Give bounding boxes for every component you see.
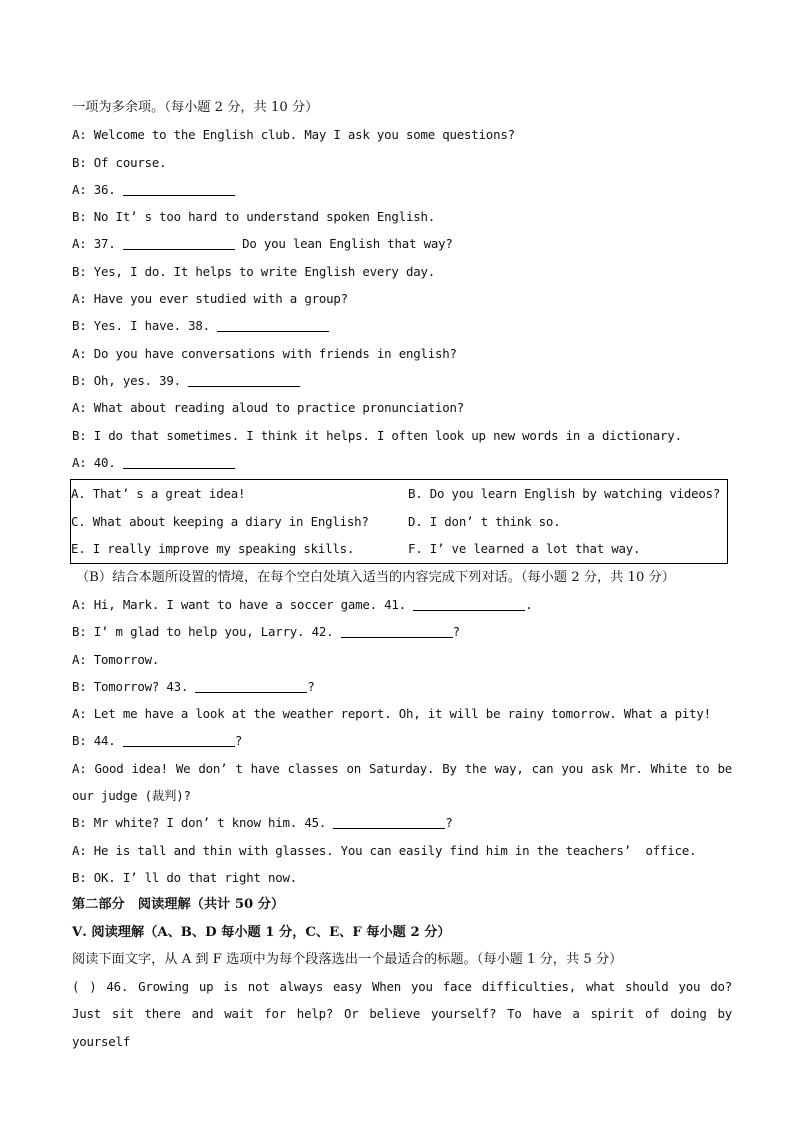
dialog-line — [72, 727, 732, 754]
option-item: E. I really improve my speaking skills. — [71, 541, 355, 557]
option-item: F. I’ ve learned a lot that way. — [408, 541, 641, 557]
section-intro: 一项为多余项。（每小题 2 分，共 10 分） — [72, 100, 319, 115]
dialog-text: B: I do that sometimes. I think it helps. I often look up new words in a dictionary. — [72, 427, 682, 443]
options-row — [71, 535, 727, 563]
dialog-line — [72, 149, 732, 176]
dialog-text: A: What about reading aloud to practice pronunciation? — [72, 400, 465, 416]
dialog-text: A: 40. — [72, 454, 123, 470]
answer-blank[interactable] — [188, 372, 300, 387]
dialog-text-after-blank: . — [525, 596, 533, 612]
answer-blank[interactable] — [341, 623, 453, 638]
dialog-line — [72, 285, 732, 312]
dialog-text-after-blank: Do you lean English that way? — [234, 236, 453, 252]
dialog-text: A: He is tall and thin with glasses. You can easily find him in the teachers’ office. — [72, 842, 697, 858]
option-item: D. I don’ t think so. — [408, 513, 561, 529]
dialog-b — [72, 591, 732, 755]
dialog-line — [72, 618, 732, 645]
dialog-text: B: Mr white? I don’ t know him. 45. — [72, 815, 334, 831]
dialog-line — [72, 673, 732, 700]
answer-blank[interactable] — [413, 596, 525, 611]
dialog-line-good-idea-cont: our judge (裁判)? — [72, 788, 191, 804]
dialog-line — [72, 864, 732, 891]
answer-blank[interactable] — [123, 454, 235, 469]
part-two-heading: 第二部分 阅读理解（共计 50 分） — [72, 897, 285, 913]
dialog-text-after-blank: ? — [234, 733, 243, 749]
dialog-text: B: OK. I’ ll do that right now. — [72, 869, 298, 885]
answer-blank[interactable] — [195, 678, 307, 693]
dialog-text: B: Yes, I do. It helps to write English every day. — [72, 263, 435, 279]
dialog-line — [72, 837, 732, 864]
dialog-text: B: No It’ s too hard to understand spoken English. — [72, 209, 435, 225]
dialog-a — [72, 121, 732, 476]
question-46-line-2: Just sit there and wait for help? Or believe yourself? To have a spirit of doing by yourself — [72, 1006, 732, 1049]
dialog-line — [72, 422, 732, 449]
dialog-line — [72, 203, 732, 230]
dialog-text: B: I’ m glad to help you, Larry. 42. — [72, 624, 341, 640]
dialog-text: A: Let me have a look at the weather report. Oh, it will be rainy tomorrow. What a pity! — [72, 706, 711, 722]
dialog-text: A: Welcome to the English club. May I ask you some questions? — [72, 127, 515, 143]
dialog-text: B: Oh, yes. 39. — [72, 372, 189, 388]
option-item: A. That’ s a great idea! — [71, 486, 246, 502]
section-b-title: （B）结合本题所设置的情境，在每个空白处填入适当的内容完成下列对话。（每小题 2 分，共 10 分） — [76, 569, 675, 585]
dialog-line — [72, 258, 732, 285]
dialog-line — [72, 121, 732, 148]
dialog-text: B: 44. — [72, 733, 123, 749]
answer-blank[interactable] — [123, 235, 235, 250]
dialog-text-after-blank: ? — [445, 815, 453, 831]
dialog-line-good-idea: A: Good idea! We don’ t have classes on Saturday. By the way, can you ask Mr. White to be — [72, 760, 732, 776]
dialog-text: A: Have you ever studied with a group? — [72, 291, 348, 307]
options-row — [71, 480, 727, 508]
dialog-line — [72, 367, 732, 394]
question-46-line-1: ( ) 46. Growing up is not always easy When you face difficulties, what should you do? — [72, 979, 732, 995]
dialog-line — [72, 340, 732, 367]
dialog-text: A: Tomorrow. — [72, 651, 160, 667]
answer-blank[interactable] — [123, 181, 235, 196]
dialog-b-continued — [72, 809, 732, 891]
document-page — [72, 94, 732, 1055]
dialog-text: B: Tomorrow? 43. — [72, 678, 196, 694]
dialog-line — [72, 646, 732, 673]
dialog-line — [72, 591, 732, 618]
dialog-line — [72, 809, 732, 836]
dialog-text: A: Hi, Mark. I want to have a soccer game. 41. — [72, 596, 414, 612]
dialog-line — [72, 394, 732, 421]
dialog-text: B: Of course. — [72, 154, 167, 170]
dialog-line — [72, 176, 732, 203]
dialog-text: A: 37. — [72, 236, 123, 252]
answer-blank[interactable] — [217, 317, 329, 332]
dialog-line — [72, 312, 732, 339]
dialog-line — [72, 700, 732, 727]
answer-blank[interactable] — [333, 814, 445, 829]
section-v-heading: Ⅴ. 阅读理解（A、B、D 每小题 1 分，C、E、F 每小题 2 分） — [72, 924, 451, 940]
dialog-text: B: Yes. I have. 38. — [72, 318, 218, 334]
dialog-text: A: 36. — [72, 181, 123, 197]
reading-instructions: 阅读下面文字，从 A 到 F 选项中为每个段落选出一个最适合的标题。（每小题 1 分，共 5 分） — [72, 951, 623, 967]
answer-blank[interactable] — [123, 732, 235, 747]
dialog-line — [72, 449, 732, 476]
dialog-line — [72, 230, 732, 257]
options-box — [70, 479, 728, 564]
dialog-text-after-blank: ? — [452, 624, 460, 640]
dialog-text: A: Do you have conversations with friends in english? — [72, 345, 457, 361]
option-item: B. Do you learn English by watching videos? — [408, 486, 721, 502]
option-item: C. What about keeping a diary in English? — [71, 513, 369, 529]
dialog-text-after-blank: ? — [307, 678, 315, 694]
options-row — [71, 508, 727, 536]
